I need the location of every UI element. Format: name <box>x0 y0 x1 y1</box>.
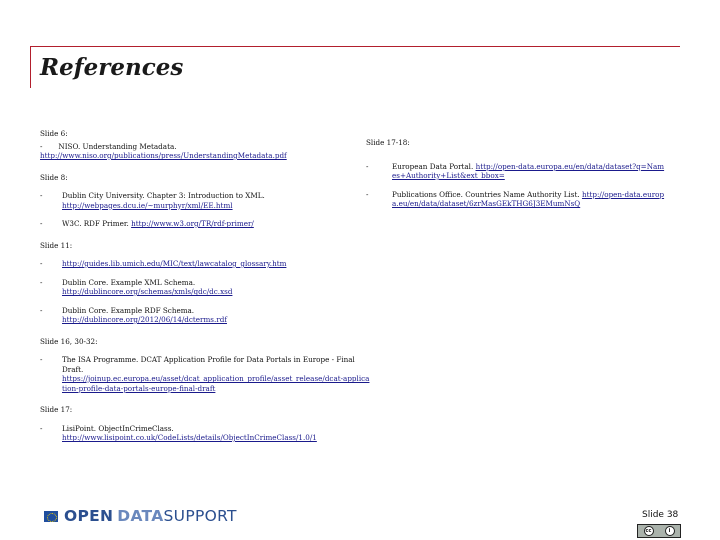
slide17-heading: Slide 17: <box>40 405 73 414</box>
list-item-link[interactable]: http://guides.lib.umich.edu/MIC/text/lawcatalog_glossary.htm <box>62 259 287 268</box>
list-item-link[interactable]: http://open-data.europa.eu/en/data/dataset?q=Names+Authority+List&ext_bbox= <box>392 161 665 180</box>
list-bullet: - <box>40 259 43 268</box>
slide11-heading: Slide 11: <box>40 240 73 250</box>
slide8-heading: Slide 8: <box>40 172 68 182</box>
list-item-link[interactable]: http://open-data.europa.eu/en/data/dataset/6zrMasGEkTHG6J3EMumNsQ <box>392 189 665 208</box>
list-item <box>366 162 666 181</box>
eu-flag-icon <box>44 511 58 522</box>
list-bullet: - <box>40 219 43 228</box>
list-item-link[interactable]: http://www.lisipoint.co.uk/CodeLists/details/ObjectInCrimeClass/1.0/1 <box>62 433 317 442</box>
slide6-link[interactable]: http://www.niso.org/publications/press/UnderstandingMetadata.pdf <box>40 151 287 160</box>
list-item <box>40 424 370 443</box>
slide6-bullet: - <box>40 141 59 151</box>
list-bullet: - <box>40 423 43 433</box>
list-bullet: - <box>40 355 43 364</box>
list-item-title: Publications Office. Countries Name Authority List. <box>392 189 580 199</box>
slide16-heading: Slide 16, 30-32: <box>40 336 98 346</box>
list-item <box>40 191 370 210</box>
list-item-link[interactable]: http://dublincore.org/2012/06/14/dcterms.rdf <box>62 315 227 324</box>
list-item-link[interactable]: http://webpages.dcu.ie/~murphyr/xml/EE.html <box>62 200 233 210</box>
list-item-title: The ISA Programme. DCAT Application Profile for Data Portals in Europe - Final Draft. <box>62 355 355 374</box>
slide-number: Slide 38 <box>642 510 679 520</box>
list-item-title: LisiPoint. ObjectInCrimeClass. <box>62 423 174 433</box>
creative-commons-badge[interactable] <box>637 524 681 538</box>
attribution-icon: i <box>665 526 675 536</box>
logo-support-text: SUPPORT <box>163 507 237 525</box>
slide8-block <box>40 173 370 229</box>
list-item-title: Dublin City University. Chapter 3: Introduction to XML. <box>62 191 265 200</box>
logo-open-text: OPEN <box>64 507 114 525</box>
slide17-block <box>40 405 370 443</box>
list-item <box>40 259 370 269</box>
slide11-block <box>40 241 370 325</box>
slide6-heading: Slide 6: <box>40 129 68 138</box>
logo-data-text: DATA <box>117 507 164 525</box>
list-item-title: Dublin Core. Example RDF Schema. <box>62 305 195 315</box>
list-item <box>366 190 666 209</box>
cc-icon: cc <box>644 526 654 536</box>
slide6-block <box>40 129 370 161</box>
list-item-link[interactable]: http://www.w3.org/TR/rdf-primer/ <box>131 219 254 228</box>
slide6-item <box>40 142 370 152</box>
list-bullet: - <box>366 189 369 199</box>
list-bullet: - <box>40 277 43 287</box>
page-title: References <box>40 54 184 81</box>
references-left-column <box>40 129 370 455</box>
list-bullet: - <box>366 161 369 171</box>
list-item-title: W3C. RDF Primer. <box>62 219 129 228</box>
list-item <box>40 219 370 229</box>
open-data-support-logo <box>44 505 237 527</box>
slide16-block <box>40 337 370 394</box>
list-item <box>40 278 370 297</box>
references-right-column <box>366 138 666 218</box>
slide17-18-heading: Slide 17-18: <box>366 138 410 147</box>
list-item <box>40 355 370 393</box>
list-item-link[interactable]: http://dublincore.org/schemas/xmls/qdc/dc.xsd <box>62 287 233 296</box>
slide6-item-title: NISO. Understanding Metadata. <box>58 141 177 151</box>
list-bullet: - <box>40 191 43 200</box>
list-item <box>40 306 370 325</box>
list-item-title: European Data Portal. <box>392 161 474 171</box>
list-bullet: - <box>40 305 43 315</box>
list-item-link[interactable]: https://joinup.ec.europa.eu/asset/dcat_application_profile/asset_release/dcat-application-profile-data-portals-europe-final-draft <box>62 374 370 393</box>
list-item-title: Dublin Core. Example XML Schema. <box>62 277 196 287</box>
